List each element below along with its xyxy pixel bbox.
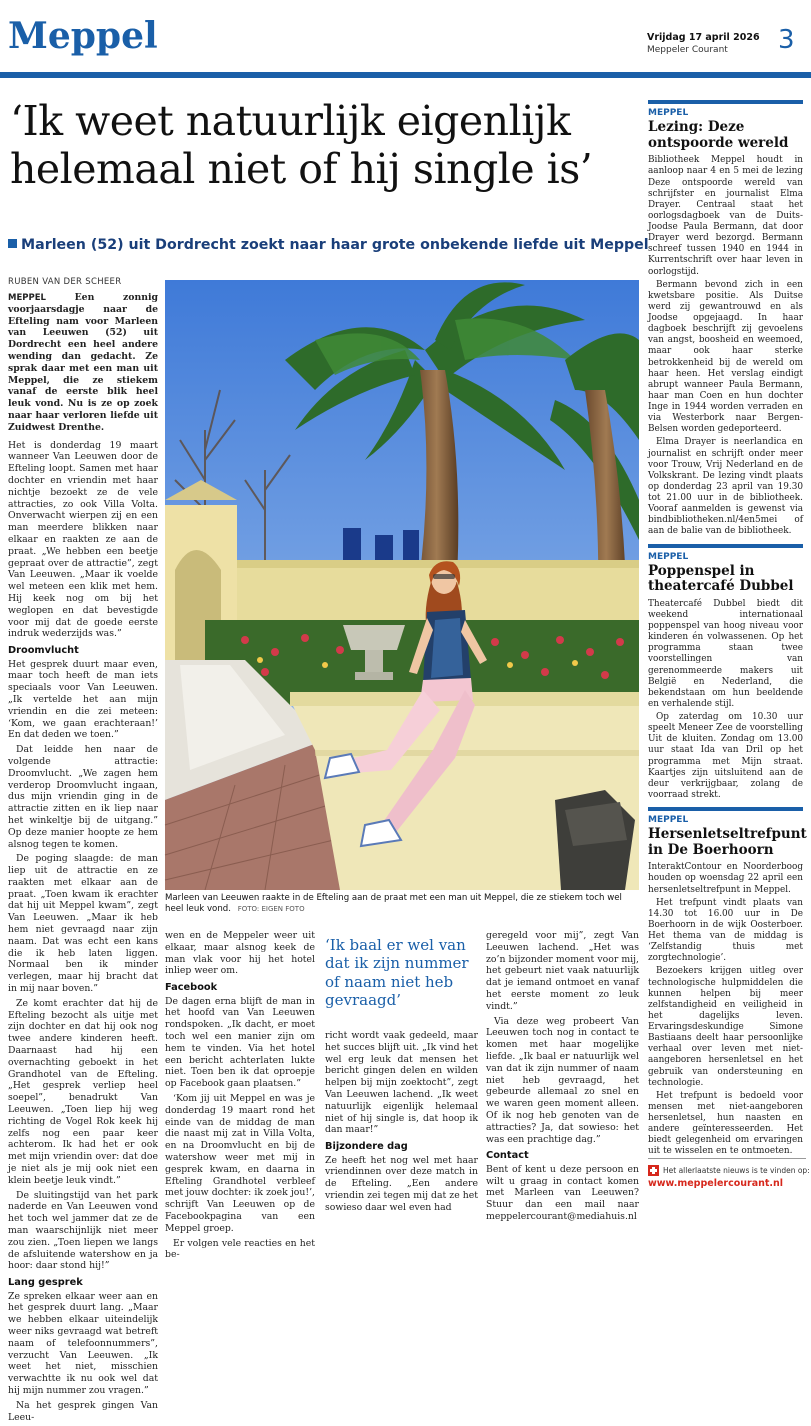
body-paragraph: Dat leidde hen naar de volgende attractie: Droomvlucht. „We zagen hem verderop Droomvlucht ingaan, dus mijn vriendin ging in de attractie zitten en ik liep naar het winkeltje bij de uitgang.” Op deze manier hoopte ze hem alsnog tegen te komen. [8, 744, 158, 850]
body-paragraph: Ze komt erachter dat hij de Efteling bezocht als uitje met zijn dochter en dat hij ook nog twee andere kinderen heeft. Daarnaast had hij een overnachting geboekt in het Grandhotel van de Efteling. „Het gesprek verliep heel soepel”, benadrukt Van Leeuwen. „Toen liep hij weg richting de Vogel Rok keek hij zelfs nog een paar keer achterom. Ik had het er ook met mijn vriendin over: dat doe je niet als je mij ook niet een klein beetje leuk vindt.” [8, 997, 158, 1186]
sidebar [648, 108, 807, 1160]
body-paragraph: De poging slaagde: de man liep uit de attractie en ze raakten met elkaar aan de praat. „Toen kwam ik erachter dat hij uit Meppel kwam”, zegt Van Leeuwen. „Maar ik heb hem niet gevraagd naar zijn naam. Dat was echt een kans die ik heb laten liggen. Normaal ben ik minder verlegen, maar hij bracht dat in mij naar boven.” [8, 853, 158, 995]
pull-quote: ‘Ik baal er wel van dat ik zijn nummer of naam niet heb gevraagd’ [325, 936, 469, 1009]
sidebar-item-lezing: MEPPEL Lezing: Deze ontspoorde wereld Bibliotheek Meppel houdt in aanloop naar 4 en 5 mei de lezing Deze ontspoorde wereld van schrijfster en journalist Elma Drayer. Centraal staat het oorlogsdagboek van de Duits-Joodse Paula Bermann, dat door Drayer werd bezorgd. Bermann schreef tussen 1940 en 1944 in Kurrentschrift over haar leven in oorlogstijd. Bermann bevond zich in een kwetsbare positie. Als Duitse werd zij gewantrouwd en als Joodse opgejaagd. In haar dagboek beschrijft zij gevoelens van angst, boosheid en weemoed, maar ook haar sterke betrokkenheid bij de wereld om haar heen. Het verslag eindigt abrupt wanneer Paula Bermann, haar man Coen en hun dochter Inge in 1944 worden verraden en via Westerbork naar Bergen-Belsen worden gedeporteerd. Elma Drayer is neerlandica en journalist en schrijft onder meer voor Trouw, Vrij Nederland en de Volkskrant. De lezing vindt plaats op donderdag 23 april van 19.30 tot 21.00 uur in de bibliotheek. Vooraf aanmelden is gewenst via bindbibliotheken.nl/4en5mei of aan de balie van de bibliotheek. [648, 108, 803, 537]
newspaper-name: Meppeler Courant [647, 45, 728, 55]
subhead-lang-gesprek: Lang gesprek [8, 1277, 83, 1289]
sidebar-item-poppenspel: MEPPEL Poppenspel in theatercafé Dubbel Theatercafé Dubbel biedt dit weekend internationaal poppenspel van hoog niveau voor kinderen én volwassenen. Op het programma staan twee voorstellingen van gerenommeerde makers uit België en Nederland, die bekendstaan om hun beeldende en verhalende stijl. Op zaterdag om 10.30 uur speelt Meneer Zee de voorstelling Uit de kluiten. Zondag om 13.00 uur staat Ida van Dril op het programma met Mijn straat. Kaartjes zijn uitsluitend aan de deur verkrijgbaar, zolang de voorraad strekt. [648, 551, 803, 800]
body-paragraph: Via deze weg probeert Van Leeuwen toch nog in contact te komen met haar mogelijke liefde. „Ik baal er natuurlijk wel van dat ik zijn nummer of naam niet heb gevraagd, het gebeurde allemaal zo snel en we waren geen moment alleen. Of ik nog heb genoten van de attracties? Ja, dat sowieso: het was een prachtige dag.” [486, 1015, 639, 1145]
lead-paragraph: MEPPEL Een zonnig voorjaarsdagje naar de Efteling nam voor Marleen van Leeuwen (52) uit Dordrecht een heel andere wending dan gedacht. Ze sprak daar met een man uit Meppel, die ze stiekem vanaf de eerste blik heel leuk vond. Nu is ze op zoek naar haar verloren liefde uit Zuidwest Drenthe. [8, 292, 158, 433]
promo-box[interactable] [648, 1158, 810, 1192]
article-photo [165, 280, 639, 890]
sidebar-top-rule [648, 100, 803, 104]
promo-line: Het allerlaatste nieuws is te vinden op: [663, 1165, 810, 1175]
column-2 [165, 930, 315, 1264]
column-1 [8, 292, 158, 1426]
sidebar-item-hersenletsel: MEPPEL Hersenletseltrefpunt in De Boerhoorn InteraktContour en Noorderboog houden op woensdag 22 april een hersenletseltrefpunt in Meppel. Het trefpunt vindt plaats van 14.30 tot 16.00 uur in De Boerhoorn in de wijk Oosterboer. Het thema van de middag is ‘Zelfstandig thuis met zorgtechnologie’. Bezoekers krijgen uitleg over technologische hulpmiddelen die kunnen helpen bij meer zelfstandigheid en veiligheid in het dagelijks leven. Ervaringsdeskundige Simone Bastiaans deelt haar persoonlijke verhaal over leven met niet-aangeboren hersenletsel en het gebruik van ondersteuning en technologie. Het trefpunt is bedoeld voor mensen met niet-aangeboren hersenletsel, hun naasten en andere geïnteresseerden. Het biedt gelegenheid om ervaringen uit te wisselen en te ontmoeten. [648, 815, 807, 1157]
body-paragraph: Ze heeft het nog wel met haar vriendinnen over deze match in de Efteling. „Een andere vriendin zei tegen mij dat ze het sowieso daar wel even had [325, 1154, 478, 1213]
body-paragraph: wen en de Meppeler weer uit elkaar, maar alsnog keek de man vlak voor hij het hotel inliep weer om. [165, 930, 315, 977]
subhead-droomvlucht: Droomvlucht [8, 645, 79, 657]
square-bullet-icon [8, 239, 17, 248]
body-paragraph: geregeld voor mij”, zegt Van Leeuwen lachend. „Het was zo’n bijzonder moment voor mij, het gebeurt niet vaak natuurlijk dat je iemand ontmoet en vanaf het eerste moment zo leuk vindt.” [486, 930, 639, 1012]
subhead-contact: Contact [486, 1150, 529, 1162]
column-4 [486, 930, 639, 1226]
body-paragraph: Het is donderdag 19 maart wanneer Van Leeuwen door de Efteling loopt. Samen met haar dochter en vriendin met haar nichtje bezoekt ze de vele attracties, zo ook Villa Volta. Onverwacht wierpen zij en een man meerdere blikken naar elkaar en raakten ze aan de praat. „We hebben een beetje gepraat over de attractie”, zegt Van Leeuwen. „Maar ik voelde wel meteen een klik met hem. Hij keek nog om bij het weglopen en dat bevestigde voor mij dat de goede eerste indruk wederzijds was.” [8, 439, 158, 640]
body-paragraph: ‘Kom jij uit Meppel en was je donderdag 19 maart rond het einde van de middag de man die naast mij zat in Villa Volta, en na Droomvlucht en bij de watershow weer met mij in gesprek kwam, en daarna in Efteling Grandhotel verbleef met jouw dochter: ik zoek jou!’, schrijft Van Leeuwen op de Facebookpagina van een Meppel groep. [165, 1093, 315, 1234]
section-title: Meppel [8, 15, 158, 57]
promo-url-link[interactable]: www.meppelercourant.nl [648, 1178, 784, 1189]
subhead-bijzondere-dag: Bijzondere dag [325, 1141, 408, 1153]
body-paragraph: De sluitingstijd van het park naderde en Van Leeuwen vond het toch wel jammer dat ze de man waarschijnlijk niet meer zou zien. „Toen liepen we langs de afsluitende watershow en ja hoor: daar stond hij!” [8, 1189, 158, 1272]
dateline: MEPPEL [8, 293, 46, 303]
headline-line-2: helemaal niet of hij single is’ [10, 145, 593, 193]
body-paragraph: Er volgen vele reacties en het be- [165, 1237, 315, 1261]
sidebar-divider [648, 807, 803, 811]
issue-date: Vrijdag 17 april 2026 [647, 32, 760, 43]
body-paragraph: Na het gesprek gingen Van Leeu- [8, 1399, 158, 1423]
photo-caption: Marleen van Leeuwen raakte in de Efteling aan de praat met een man uit Meppel, die ze stiekem toch wel heel leuk vond. FOTO: EIGEN FOTO [165, 893, 622, 915]
body-paragraph: richt wordt vaak gedeeld, maar het succes blijft uit. „Ik vind het wel erg leuk dat mensen het bericht gingen delen en wilden helpen bij mijn zoektocht”, zegt Van Leeuwen lachend. „Ik weet natuurlijk eigenlijk helemaal niet of hij single is, dat hoop ik dan maar!” [325, 1030, 478, 1136]
body-paragraph: Het gesprek duurt maar even, maar toch heeft de man iets speciaals voor Van Leeuwen. „Ik vertelde het aan mijn vriendin en die zei meteen: ‘Kom, we gaan erachteraan!’ En dat deden we toen.” [8, 658, 158, 741]
swiss-cross-icon [648, 1165, 659, 1176]
subhead-facebook: Facebook [165, 982, 218, 994]
body-paragraph: De dagen erna blijft de man in het hoofd van Van Leeuwen rondspoken. „Ik dacht, er moet toch wel een manier zijn om hem te vinden. Via het hotel een bericht achterlaten lukte niet. Toen ben ik dat oproepje op Facebook gaan plaatsen.” [165, 995, 315, 1090]
photo-credit: FOTO: EIGEN FOTO [237, 905, 305, 914]
column-3 [325, 1030, 478, 1217]
body-paragraph: Bent of kent u deze persoon en wilt u graag in contact komen met Marleen van Leeuwen? Stuur dan een mail naar meppelercourant@mediahuis.nl [486, 1163, 639, 1222]
header-rule [0, 72, 811, 78]
headline-line-1: ‘Ik weet natuurlijk eigenlijk [10, 97, 571, 145]
sidebar-divider [648, 544, 803, 548]
body-paragraph: Ze spreken elkaar weer aan en het gesprek duurt lang. „Maar we hebben elkaar uiteindelijk weer niks gevraagd wat betreft naam of telefoonnummers”, verzucht Van Leeuwen. „Ik weet het niet, misschien verwachtte ik nu ook wel dat hij mijn nummer zou vragen.” [8, 1290, 158, 1396]
subheadline: Marleen (52) uit Dordrecht zoekt naar haar grote onbekende liefde uit Meppel [8, 236, 638, 254]
byline: RUBEN VAN DER SCHEER [8, 277, 122, 287]
page-number: 3 [778, 25, 795, 55]
headline [10, 97, 635, 193]
